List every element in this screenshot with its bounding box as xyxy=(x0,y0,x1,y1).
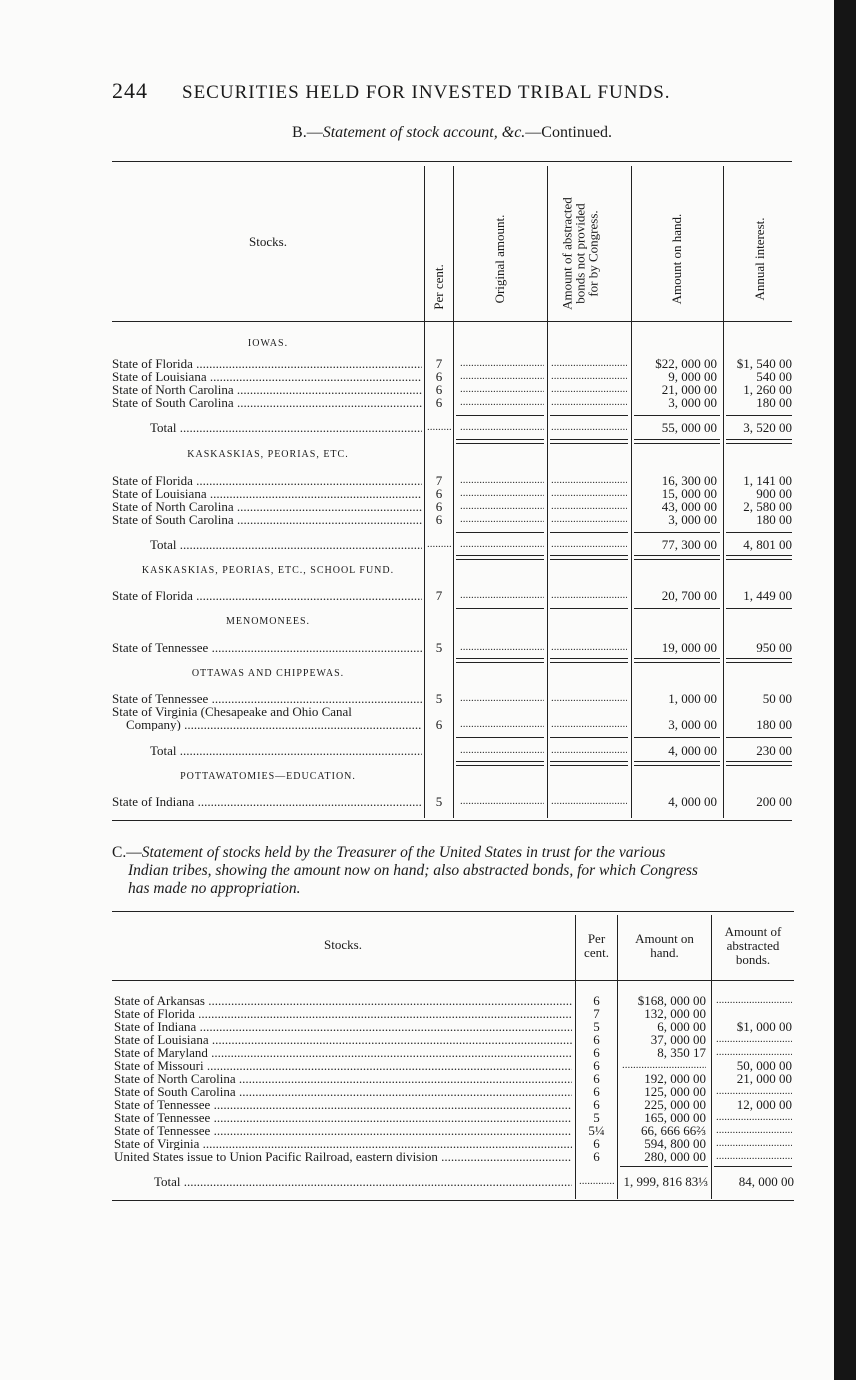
table-b-bottom-rule xyxy=(112,820,792,821)
header-stocks: Stocks. xyxy=(324,937,362,952)
table-c-top-rule xyxy=(112,911,794,912)
col-divider xyxy=(453,166,454,818)
stock-name: State of South Carolina ..... xyxy=(112,396,422,409)
header-amount-on-hand: Amount on hand. xyxy=(635,931,694,960)
stock-name: State of Florida ..... xyxy=(112,474,422,487)
header-amount-on-hand: Amount on hand. xyxy=(669,213,684,305)
header-abstracted-bonds: Amount of abstracted bonds. xyxy=(724,924,782,967)
stock-name: State of Florida ..... xyxy=(112,357,422,370)
col-divider xyxy=(547,166,548,818)
total-interest: 3, 520 00 xyxy=(743,420,792,435)
total-interest: 230 00 xyxy=(756,743,792,758)
table-b-top-rule xyxy=(112,161,792,162)
stock-name: State of Louisiana ..... xyxy=(112,487,422,500)
section-title: OTTAWAS AND CHIPPEWAS. xyxy=(191,668,345,679)
header-original-amount: Original amount. xyxy=(492,214,507,304)
total-on-hand: 4, 000 00 xyxy=(668,743,717,758)
stock-name: State of Florida ..... xyxy=(112,589,422,602)
table-c-header-rule xyxy=(112,980,794,981)
total-label: Total ..... xyxy=(150,538,422,551)
table-c-bottom-rule xyxy=(112,1200,794,1201)
stock-name: State of Indiana ..... xyxy=(112,795,422,808)
total-on-hand: 55, 000 00 xyxy=(661,420,717,435)
stock-name: State of Virginia (Chesapeake and Ohio Canal xyxy=(112,704,352,719)
section-title: KASKASKIAS, PEORIAS, ETC. xyxy=(187,449,349,460)
stock-name: State of North Carolina ..... xyxy=(112,500,422,513)
total-on-hand: 77, 300 00 xyxy=(661,537,717,552)
total-interest: 4, 801 00 xyxy=(743,537,792,552)
header-annual-interest: Annual interest. xyxy=(752,217,767,301)
stock-name: State of North Carolina ..... xyxy=(112,383,422,396)
stock-name: State of South Carolina ..... xyxy=(112,513,422,526)
stock-name: State of Tennessee ..... xyxy=(112,692,422,705)
total-label: Total ..... xyxy=(154,1175,572,1188)
stock-name-continued: Company) ..... xyxy=(126,718,422,731)
page-number: 244 xyxy=(112,78,148,103)
section-title: IOWAS. xyxy=(247,338,289,349)
running-title: SECURITIES HELD FOR INVESTED TRIBAL FUNDS. xyxy=(182,82,671,103)
total-abstracted: 84, 000 00 xyxy=(738,1174,794,1189)
section-title: POTTAWATOMIES—EDUCATION. xyxy=(180,771,356,782)
total-on-hand: 1, 999, 816 83⅓ xyxy=(623,1174,708,1189)
running-header xyxy=(112,78,712,104)
total-label: Total ..... xyxy=(150,744,422,757)
table-b-caption: B.—Statement of stock account, &c.—Continued. xyxy=(292,124,612,141)
header-stocks: Stocks. xyxy=(249,234,287,249)
table-c-caption: C.—Statement of stocks held by the Treasurer of the United States in trust for the various Indian tribes, showing the amount now on hand; also abstracted bonds, for which Congress has made no appropriation. xyxy=(112,844,698,897)
table-b-header-rule xyxy=(112,321,792,322)
section-title: MENOMONEES. xyxy=(225,616,311,627)
page-scan-edge xyxy=(834,0,856,1380)
header-per-cent: Per cent. xyxy=(584,931,609,960)
header-per-cent: Per cent. xyxy=(431,264,446,310)
stock-name: State of Louisiana ..... xyxy=(112,370,422,383)
stock-name: State of Tennessee ..... xyxy=(112,641,422,654)
section-title: KASKASKIAS, PEORIAS, ETC., SCHOOL FUND. xyxy=(141,565,395,576)
total-label: Total ..... xyxy=(150,421,422,434)
header-abstracted-bonds: Amount of abstracted bonds not provided for by Congress. xyxy=(559,197,601,310)
